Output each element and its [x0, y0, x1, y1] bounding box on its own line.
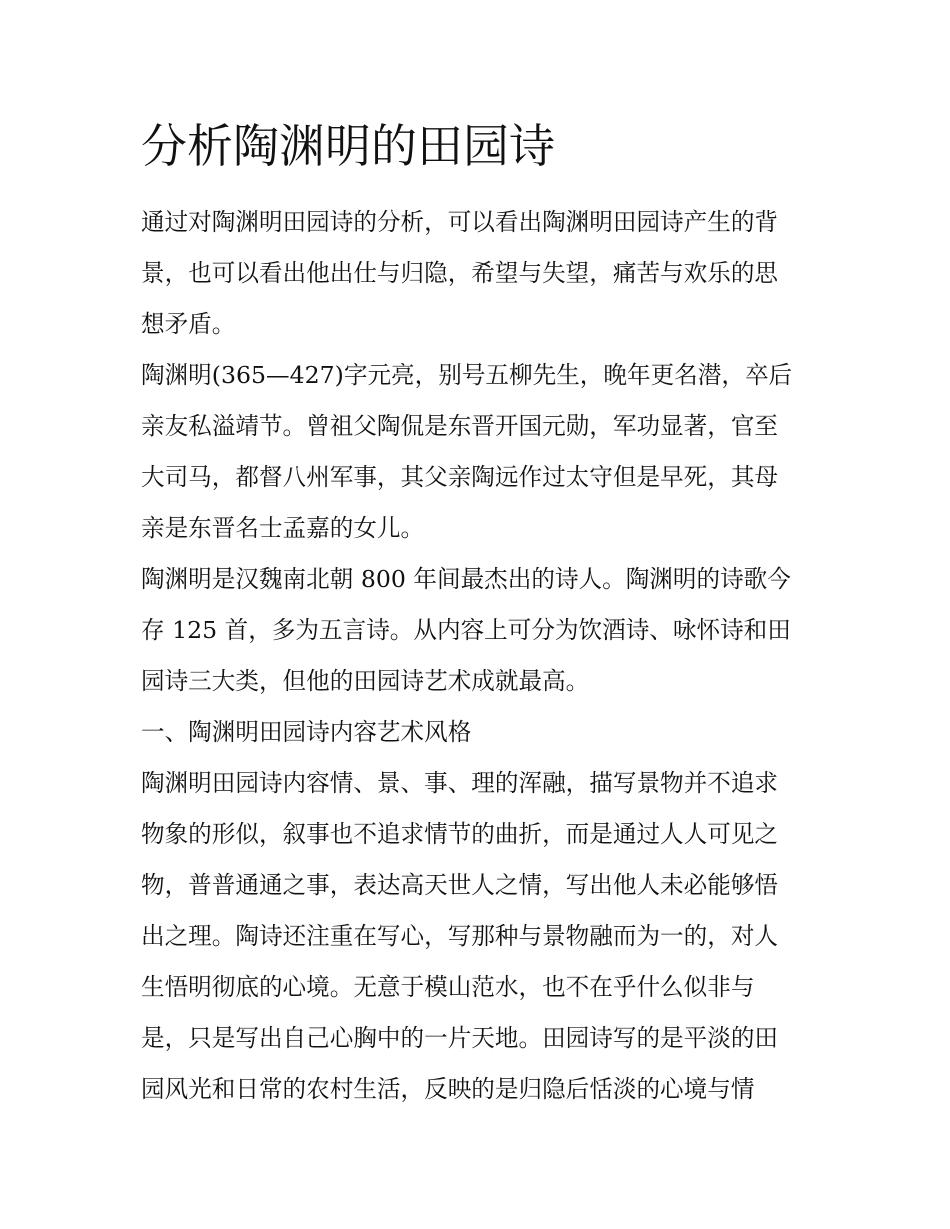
text-line: 亲友私溢靖节。曾祖父陶侃是东晋开国元勋，军功显著，官至 [141, 412, 779, 440]
document-title: 分析陶渊明的田园诗 [141, 119, 555, 173]
text-line: 园诗三大类，但他的田园诗艺术成就最高。 [141, 667, 590, 695]
text-line: 物，普普通通之事，表达高天世人之情，写出他人未必能够悟 [141, 871, 779, 899]
text-line: 园风光和日常的农村生活，反映的是归隐后恬淡的心境与情 [141, 1075, 755, 1103]
text-line: 陶渊明(365—427)字元亮，别号五柳先生，晚年更名潜，卒后 [141, 361, 793, 389]
document-body [141, 197, 821, 1115]
text-line: 通过对陶渊明田园诗的分析，可以看出陶渊明田园诗产生的背 [141, 208, 779, 236]
text-line: 陶渊明是汉魏南北朝 800 年间最杰出的诗人。陶渊明的诗歌今 [141, 565, 791, 593]
text-line: 亲是东晋名士孟嘉的女儿。 [141, 514, 425, 542]
text-line: 景，也可以看出他出仕与归隐，希望与失望，痛苦与欢乐的思 [141, 259, 779, 287]
text-line: 出之理。陶诗还注重在写心，写那种与景物融而为一的，对人 [141, 922, 779, 950]
text-line: 想矛盾。 [141, 310, 236, 338]
text-line: 陶渊明田园诗内容情、景、事、理的浑融，描写景物并不追求 [141, 769, 779, 797]
text-line: 是，只是写出自己心胸中的一片天地。田园诗写的是平淡的田 [141, 1024, 779, 1052]
section-heading: 一、陶渊明田园诗内容艺术风格 [141, 718, 472, 746]
text-line: 大司马，都督八州军事，其父亲陶远作过太守但是早死，其母 [141, 463, 779, 491]
text-line: 物象的形似，叙事也不追求情节的曲折，而是通过人人可见之 [141, 820, 779, 848]
text-line: 存 125 首，多为五言诗。从内容上可分为饮酒诗、咏怀诗和田 [141, 616, 791, 644]
text-line: 生悟明彻底的心境。无意于模山范水，也不在乎什么似非与 [141, 973, 755, 1001]
